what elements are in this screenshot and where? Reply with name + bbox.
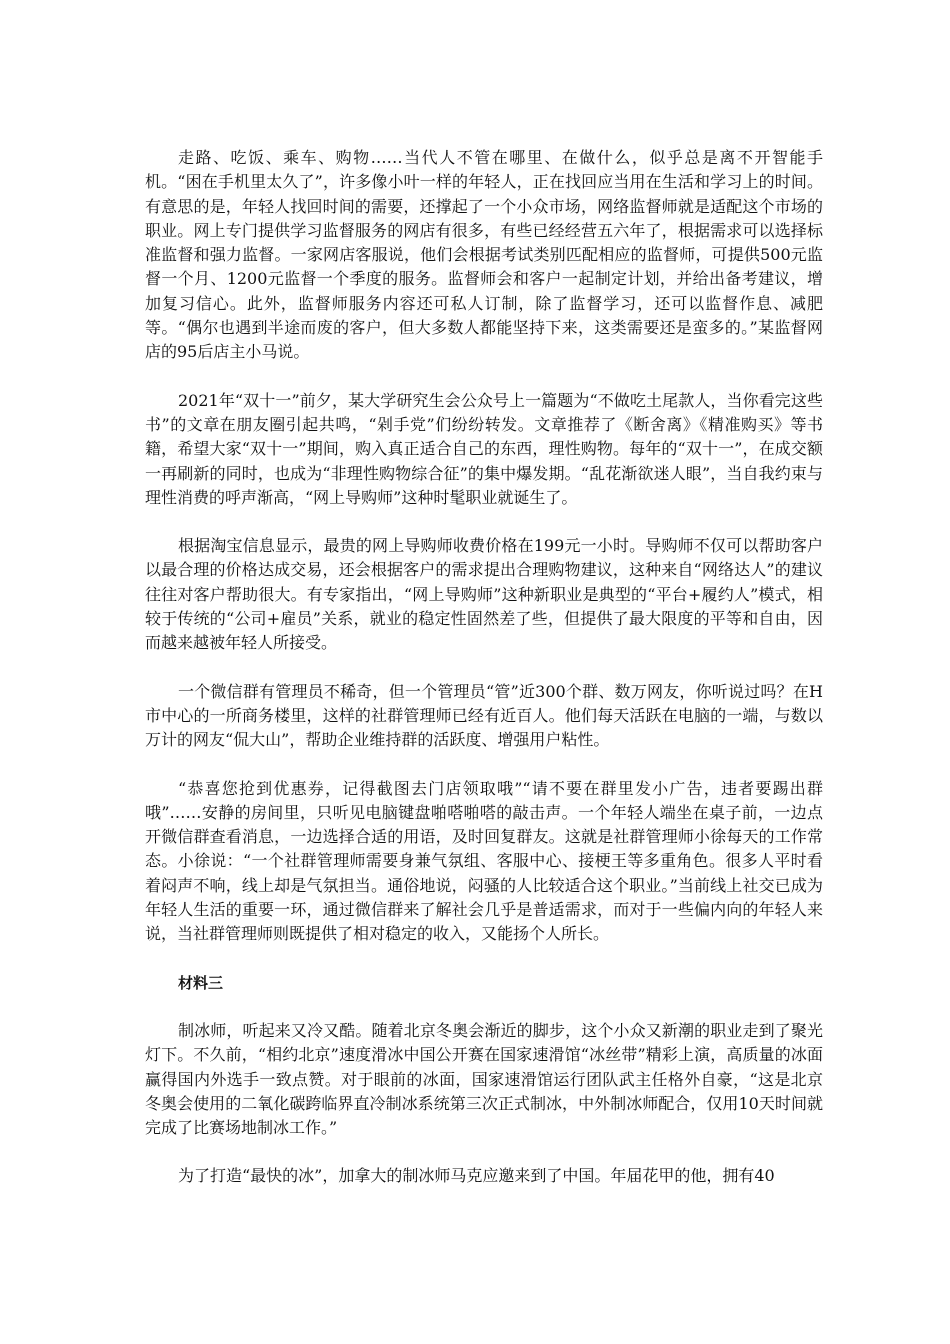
paragraph-ice-maker: 制冰师，听起来又冷又酷。随着北京冬奥会渐近的脚步，这个小众又新潮的职业走到了聚光灯下。不久前，“相约北京”速度滑冰中国公开赛在国家速滑馆“冰丝带”精彩上演，高质量的冰面赢得国内外选手一致点赞。对于眼前的冰面，国家速滑馆运行团队武主任格外自豪，“这是北京冬奥会使用的二氧化碳跨临界直冷制冰系统第三次正式制冰，中外制冰师配合，仅用10天时间就完成了比赛场地制冰工作。”: [145, 1020, 823, 1138]
paragraph-double-eleven: 2021年“双十一”前夕，某大学研究生会公众号上一篇题为“不做吃土尾款人，当你看完这些书”的文章在朋友圈引起共鸣，“剁手党”们纷纷转发。文章推荐了《断舍离》《精准购买》等书籍，希望大家“双十一”期间，购入真正适合自己的东西，理性购物。每年的“双十一”，在成交额一再刷新的同时，也成为“非理性购物综合征”的集中爆发期。“乱花渐欲迷人眼”，当自我约束与理性消费的呼声渐高，“网上导购师”这种时髦职业就诞生了。: [145, 390, 823, 507]
paragraph-network-supervisor: 走路、吃饭、乘车、购物……当代人不管在哪里、在做什么，似乎总是离不开智能手机。“困在手机里太久了”，许多像小叶一样的年轻人，正在找回应当用在生活和学习上的时间。有意思的是，年轻人找回时间的需要，还撑起了一个小众市场，网络监督师就是适配这个市场的职业。网上专门提供学习监督服务的网店有很多，有些已经经营五六年了，根据需求可以选择标准监督和强力监督。一家网店客服说，他们会根据考试类别匹配相应的监督师，可提供500元监督一个月、1200元监督一个季度的服务。监督师会和客户一起制定计划，并给出备考建议，增加复习信心。此外，监督师服务内容还可私人订制，除了监督学习，还可以监督作息、减肥等。“偶尔也遇到半途而废的客户，但大多数人都能坚持下来，这类需要还是蛮多的。”某监督网店的95后店主小马说。: [145, 148, 823, 362]
paragraph-community-manager-daily: “恭喜您抢到优惠券，记得截图去门店领取哦”“请不要在群里发小广告，违者要踢出群哦”……安静的房间里，只听见电脑键盘啪嗒啪嗒的敲击声。一个年轻人端坐在桌子前，一边点开微信群查看消息，一边选择合适的用语，及时回复群友。这就是社群管理师小徐每天的工作常态。小徐说：“一个社群管理师需要身兼气氛组、客服中心、接梗王等多重角色。很多人平时看着闷声不响，线上却是气氛担当。通俗地说，闷骚的人比较适合这个职业。”当前线上社交已成为年轻人生活的重要一环，通过微信群来了解社会几乎是普适需求，而对于一些偏内向的年轻人来说，当社群管理师则既提供了相对稳定的收入，又能扬个人所长。: [145, 778, 823, 944]
paragraph-community-manager: 一个微信群有管理员不稀奇，但一个管理员“管”近300个群、数万网友，你听说过吗？在H市中心的一所商务楼里，这样的社群管理师已经有近百人。他们每天活跃在电脑的一端，与数以万计的网友“侃大山”，帮助企业维持群的活跃度、增强用户粘性。: [145, 681, 823, 750]
section-heading: 材料三: [178, 973, 224, 992]
document-page: [145, 146, 823, 1213]
paragraph-canadian-ice-maker: 为了打造“最快的冰”，加拿大的制冰师马克应邀来到了中国。年届花甲的他，拥有40: [178, 1166, 775, 1186]
paragraph-shopping-guide: 根据淘宝信息显示，最贵的网上导购师收费价格在199元一小时。导购师不仅可以帮助客户以最合理的价格达成交易，还会根据客户的需求提出合理购物建议，这种来自“网络达人”的建议往往对客户帮助很大。有专家指出，“网上导购师”这种新职业是典型的“平台+履约人”模式，相较于传统的“公司+雇员”关系，就业的稳定性固然差了些，但提供了最大限度的平等和自由，因而越来越被年轻人所接受。: [145, 536, 823, 653]
